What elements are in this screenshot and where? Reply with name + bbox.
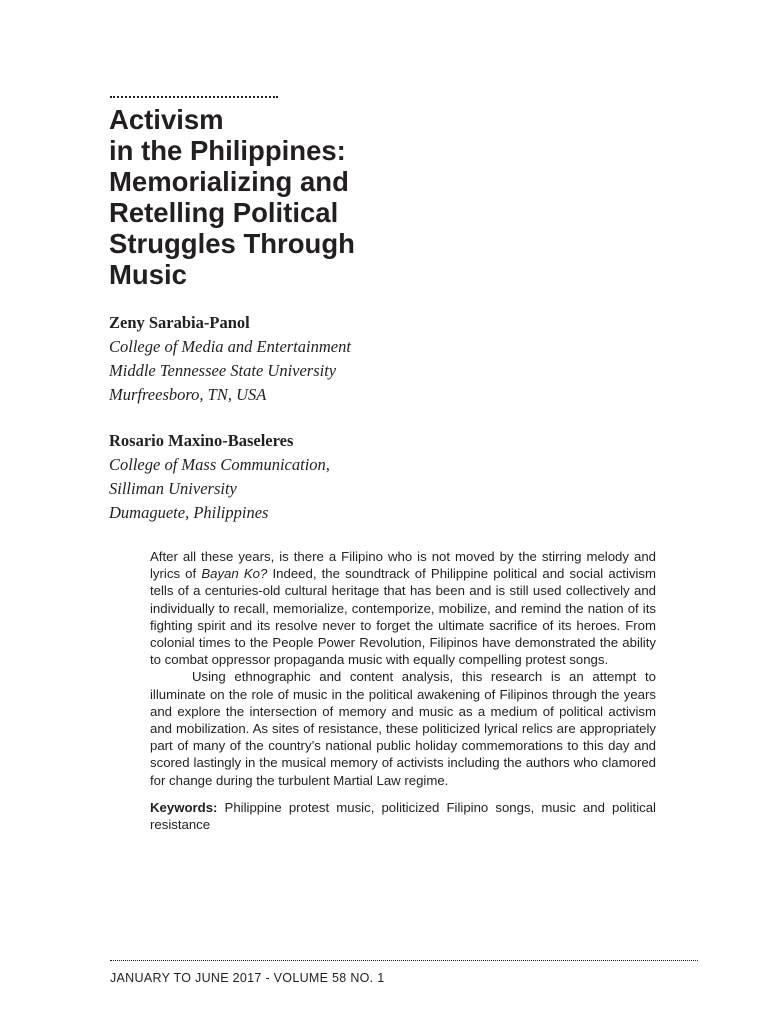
- title-line: Retelling Political: [109, 197, 339, 228]
- bottom-dotted-rule: [110, 960, 698, 961]
- author-block-2: [109, 429, 529, 525]
- author-name: Zeny Sarabia-Panol: [109, 313, 250, 332]
- title-line: Struggles Through: [109, 228, 355, 259]
- title-line: Memorializing and: [109, 166, 349, 197]
- keywords-text: Philippine protest music, politicized Filipino songs, music and political resistance: [150, 799, 656, 833]
- title-line: Music: [109, 259, 187, 290]
- abstract-text: Indeed, the soundtrack of Philippine political and social activism tells of a centuries-old cultural heritage that has been and is still used collectively and individually to recall, memorialize, contemporize, mobilize, and remind the nation of its fighting spirit and its resolve never to forget the ultimate sacrifice of its heroes. From colonial times to the People Power Revolution, Filipinos have demonstrated the ability to combat oppressor propaganda music with equally compelling protest songs.: [150, 566, 657, 668]
- journal-footer: JANUARY TO JUNE 2017 - VOLUME 58 NO. 1: [110, 971, 385, 985]
- author-affiliation-line: Murfreesboro, TN, USA: [109, 385, 267, 404]
- author-affiliation-line: College of Mass Communication,: [109, 455, 330, 474]
- abstract-paragraph-1: [150, 548, 656, 668]
- author-name: Rosario Maxino-Baseleres: [109, 431, 294, 450]
- author-affiliation-line: Dumaguete, Philippines: [109, 503, 269, 522]
- article-title: [109, 104, 509, 290]
- top-dotted-rule: [110, 96, 278, 98]
- author-affiliation-line: College of Media and Entertainment: [109, 337, 351, 356]
- keywords-label: Keywords:: [150, 799, 218, 815]
- title-line: in the Philippines:: [109, 135, 346, 166]
- song-title: Bayan Ko?: [201, 566, 268, 582]
- author-block-1: [109, 311, 529, 407]
- keywords: [150, 799, 656, 833]
- abstract-text: After all these years, is there a Filipino who is not moved by the stirring melody and lyrics of: [150, 549, 656, 582]
- abstract: [150, 548, 656, 833]
- author-affiliation-line: Silliman University: [109, 479, 237, 498]
- abstract-paragraph-2: Using ethnographic and content analysis, this research is an attempt to illuminate on the role of music in the political awakening of Filipinos through the years and explore the intersection of memory and music as a medium of political activism and mobilization. As sites of resistance, these politicized lyrical relics are appropriately part of many of the country’s national public holiday commemorations to this day and scored lastingly in the musical memory of activists including the authors who clamored for change during the turbulent Martial Law regime.: [150, 669, 656, 788]
- author-affiliation-line: Middle Tennessee State University: [109, 361, 337, 380]
- title-line: Activism: [109, 104, 224, 135]
